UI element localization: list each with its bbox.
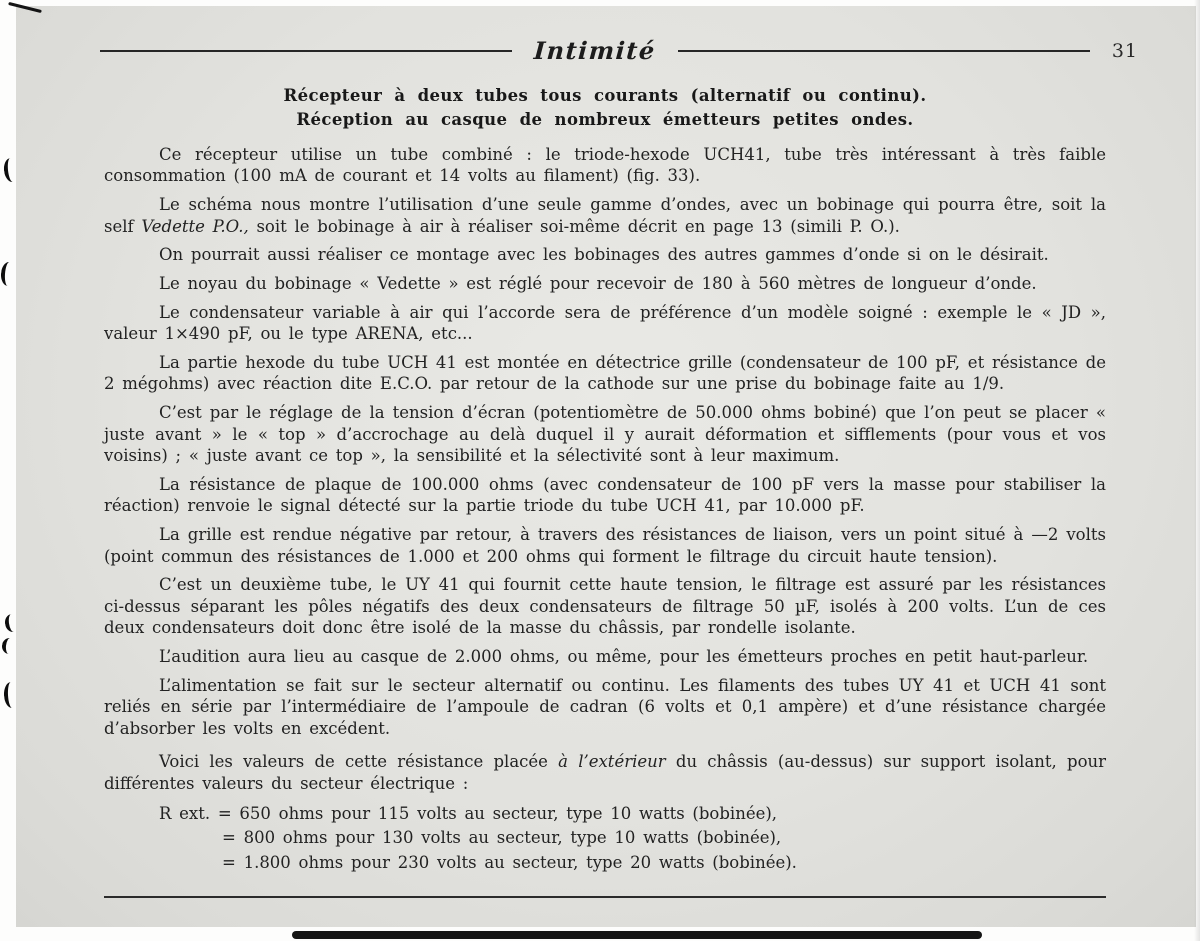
resistor-values-list [104, 802, 1106, 876]
paragraph [104, 524, 1106, 567]
header-rule-right [678, 50, 1090, 52]
paragraph-segment: Voici les valeurs de cette résistance placée [159, 752, 559, 772]
paragraph-segment: C’est un deuxième tube, le UY 41 qui fournit cette haute tension, le filtrage est assuré par les résistances ci-dessus séparant les pôles négatifs des deux condensateurs de filtrage 50 µF, isolés à 200 volts. L’un de ces deux condensateurs doit donc être isolé de la masse du châssis, par rondelle isolante. [104, 575, 1106, 638]
paragraph [104, 474, 1106, 517]
header-rule-left [100, 50, 512, 52]
paragraph-segment: Le noyau du bobinage « Vedette » est réglé pour recevoir de 180 à 560 mètres de longueur d’onde. [159, 273, 1037, 293]
paragraph-segment: La résistance de plaque de 100.000 ohms (avec condensateur de 100 pF vers la masse pour stabiliser la réaction) renvoie le signal détecté sur la partie triode du tube UCH 41, par 10.000 pF. [104, 474, 1106, 516]
running-title: Intimité [533, 36, 657, 65]
paragraph [104, 244, 1106, 266]
binding-mark [0, 262, 17, 287]
paragraph [104, 402, 1106, 467]
paragraph [104, 675, 1106, 740]
paragraph-segment: soit le bobinage à air à réaliser soi-même décrit en page 13 (simili P. O.). [248, 216, 900, 236]
scanner-edge-bar [292, 931, 982, 939]
paragraph [104, 144, 1106, 187]
paragraph [104, 302, 1106, 345]
paragraph [104, 646, 1106, 668]
paragraph-segment: du châssis (au-dessus) sur support isolant, pour différentes valeurs du secteur électrique : [104, 752, 1107, 794]
page-number: 31 [1111, 39, 1138, 62]
paragraph-segment: C’est par le réglage de la tension d’écran (potentiomètre de 50.000 ohms bobiné) que l’on peut se placer « juste avant » le « top » d’accrochage au delà duquel il y aurait déformation et sifflements (pour vous et vos voisins) ; « juste avant ce top », la sensibilité et la sélectivité sont à leur maximum. [104, 402, 1106, 466]
paragraph-segment: La grille est rendue négative par retour, à travers des résistances de liaison, vers un point situé à —2 volts (point commun des résistances de 1.000 et 200 ohms qui forment le filtrage du circuit haute tension). [104, 524, 1106, 566]
paragraph-segment: La partie hexode du tube UCH 41 est montée en détectrice grille (condensateur de 100 pF, et résistance de 2 mégohms) avec réaction dite E.C.O. par retour de la cathode sur une prise du bobinage faite au 1/9. [104, 352, 1106, 394]
paragraph-italic-segment: à l’extérieur [558, 752, 666, 772]
body-paragraphs [104, 144, 1106, 795]
paragraph [104, 352, 1106, 395]
article-title-line1: Récepteur à deux tubes tous courants (alternatif ou continu). [283, 86, 927, 105]
resistor-value-line: = 800 ohms pour 130 volts au secteur, type 10 watts (bobinée), [222, 828, 782, 848]
paragraph-segment: On pourrait aussi réaliser ce montage avec les bobinages des autres gammes d’onde si on le désirait. [159, 245, 1049, 265]
page-content [104, 84, 1106, 898]
paragraph-segment: Le condensateur variable à air qui l’accorde sera de préférence d’un modèle soigné : exemple le « JD », valeur 1×490 pF, ou le type ARENA, etc... [104, 302, 1106, 344]
article-title-line2: Réception au casque de nombreux émetteurs petites ondes. [296, 109, 914, 129]
resistor-value-line: = 1.800 ohms pour 230 volts au secteur, type 20 watts (bobinée). [222, 853, 797, 873]
resistor-value-line: R ext. = 650 ohms pour 115 volts au secteur, type 10 watts (bobinée), [159, 803, 778, 823]
paragraph-segment: L’alimentation se fait sur le secteur alternatif ou continu. Les filaments des tubes UY 41 et UCH 41 sont reliés en série par l’intermédiaire de l’ampoule de cadran (6 volts et 0,1 ampère) et d’une résistance chargée d’absorber les volts en excédent. [104, 675, 1106, 738]
paragraph [104, 751, 1106, 794]
paragraph-segment: Ce récepteur utilise un tube combiné : le triode-hexode UCH41, tube très intéressant à très faible consommation (100 mA de courant et 14 volts au filament) (fig. 33). [104, 144, 1106, 186]
paragraph [104, 574, 1106, 639]
paragraph-segment: Le schéma nous montre l’utilisation d’une seule gamme d’ondes, avec un bobinage qui pourra être, soit la self [104, 195, 1106, 236]
article-title [104, 84, 1106, 132]
paragraph-segment: L’audition aura lieu au casque de 2.000 ohms, ou même, pour les émetteurs proches en petit haut-parleur. [159, 647, 1089, 667]
page-header [100, 36, 1138, 65]
paragraph [104, 273, 1106, 295]
paragraph [104, 194, 1106, 237]
footer-rule [104, 896, 1106, 898]
page-edge-shadow [1194, 0, 1200, 941]
paragraph-italic-segment: Vedette P.O., [141, 216, 249, 236]
